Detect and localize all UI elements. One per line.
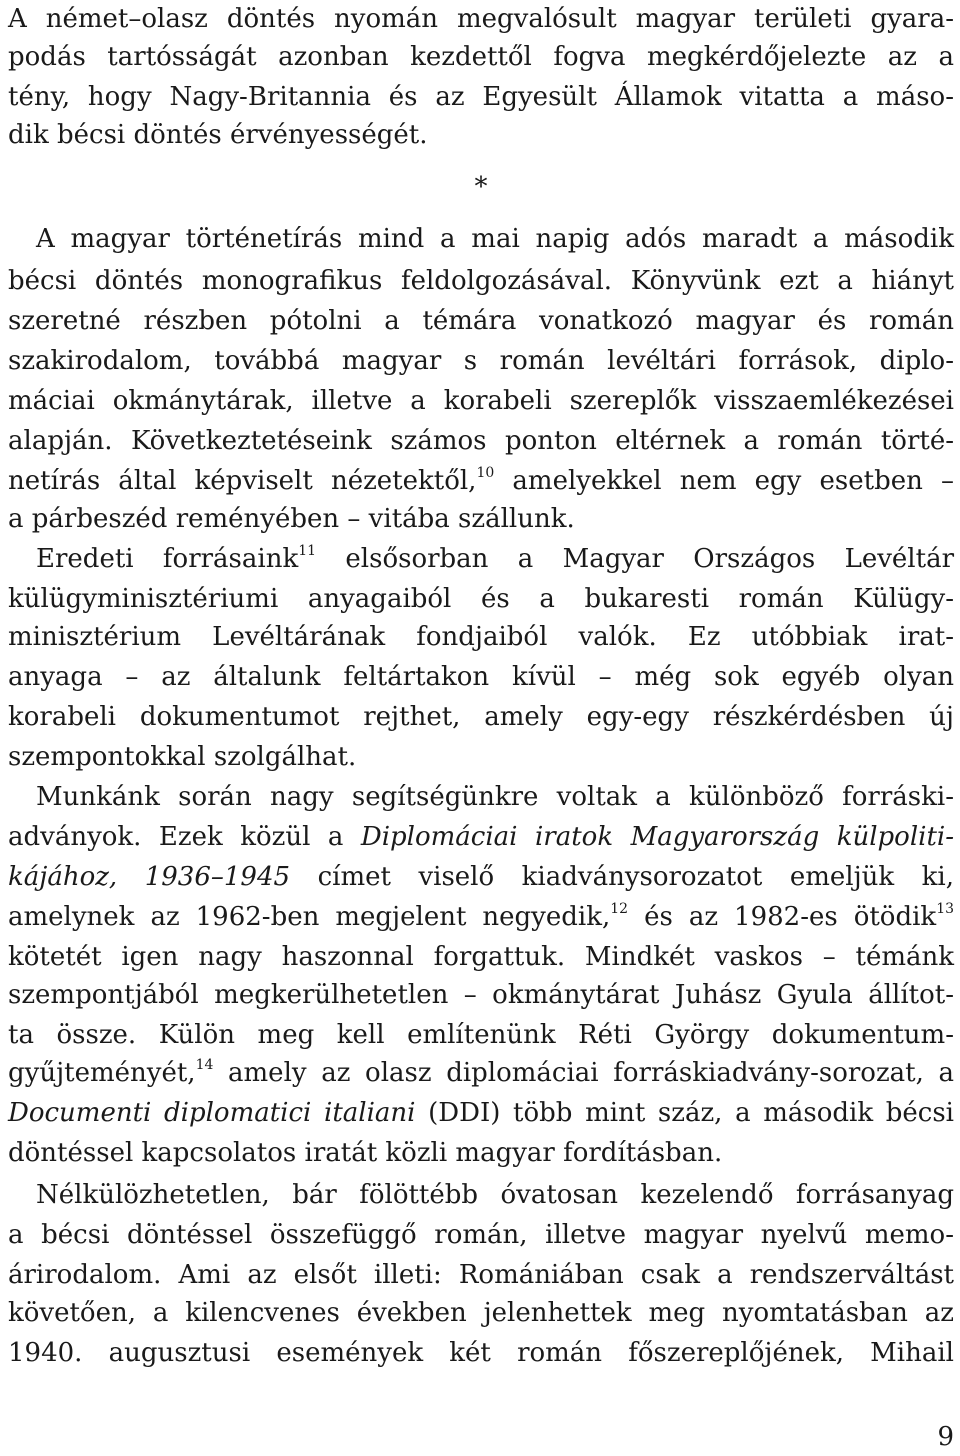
text-line: [8, 540, 954, 578]
text-line: [8, 818, 954, 856]
text-line: [8, 738, 954, 776]
text-line: [8, 618, 954, 656]
text-line: [8, 1256, 954, 1294]
text-segment: gyűjteményét,: [8, 1058, 196, 1088]
text-line: [8, 342, 954, 380]
footnote-ref: 10: [476, 465, 495, 481]
text-line: [8, 858, 954, 896]
text-line: [8, 1334, 954, 1372]
text-line: [8, 1134, 954, 1172]
text-segment: a párbeszéd reményében – vitába szállunk.: [8, 504, 575, 534]
text-line: [8, 778, 954, 816]
text-line: [8, 0, 954, 38]
section-separator: [8, 168, 954, 206]
footnote-ref: 12: [610, 901, 629, 917]
text-segment: anyaga – az általunk feltártakon kívül – még sok egyéb olyan: [8, 662, 954, 692]
text-segment: alapján. Következtetéseink számos ponton eltérnek a román törté-: [8, 426, 954, 456]
text-line: [8, 1176, 954, 1214]
italic-title: Documenti diplomatici italiani: [8, 1098, 416, 1128]
text-segment: árirodalom. Ami az elsőt illeti: Romániában csak a rendszerváltást: [8, 1260, 954, 1290]
text-segment: 1940. augusztusi események két román főszereplőjének, Mihail: [8, 1338, 954, 1368]
text-line: [8, 1294, 954, 1332]
text-line: [8, 1054, 954, 1092]
text-segment: szeretné részben pótolni a témára vonatkozó magyar és román: [8, 306, 954, 336]
text-segment: bécsi döntés monografikus feldolgozásával. Könyvünk ezt a hiányt: [8, 266, 954, 296]
text-segment: korabeli dokumentumot rejthet, amely egy-egy részkérdésben új: [8, 702, 954, 732]
text-segment: szakirodalom, továbbá magyar s román levéltári források, diplo-: [8, 346, 954, 376]
footnote-ref: 11: [298, 543, 317, 559]
text-segment: A német–olasz döntés nyomán megvalósult magyar területi gyara-: [8, 4, 954, 34]
text-line: [8, 580, 954, 618]
italic-title: Diplomáciai iratok Magyarország külpoliti-: [360, 822, 954, 852]
text-segment: minisztérium Levéltárának fondjaiból valók. Ez utóbbiak irat-: [8, 622, 954, 652]
text-segment: máciai okmánytárak, illetve a korabeli szereplők visszaemlékezései: [8, 386, 954, 416]
text-line: [8, 698, 954, 736]
text-segment: *: [474, 172, 488, 202]
text-segment: a bécsi döntéssel összefüggő román, illetve magyar nyelvű memo-: [8, 1220, 954, 1250]
footnote-ref: 13: [936, 901, 955, 917]
text-segment: szempontokkal szolgálhat.: [8, 742, 357, 772]
text-line: [8, 38, 954, 76]
text-segment: szempontjából megkerülhetetlen – okmánytárat Juhász Gyula állítot-: [8, 980, 954, 1010]
text-segment: ta össze. Külön meg kell említenünk Réti György dokumentum-: [8, 1020, 954, 1050]
text-line: [8, 976, 954, 1014]
text-line: [8, 78, 954, 116]
text-line: [8, 262, 954, 300]
text-segment: Munkánk során nagy segítségünkre voltak a különböző forráski-: [36, 782, 954, 812]
text-line: [8, 938, 954, 976]
text-line: [8, 1216, 954, 1254]
text-segment: tény, hogy Nagy-Britannia és az Egyesült Államok vitatta a máso-: [8, 82, 954, 112]
page-number: 9: [937, 1422, 954, 1452]
text-segment: követően, a kilencvenes években jelenhettek meg nyomtatásban az: [8, 1298, 954, 1328]
text-segment: címet viselő kiadványsorozatot emeljük ki,: [290, 862, 955, 892]
text-line: [8, 1016, 954, 1054]
text-line: [8, 1094, 954, 1132]
italic-title: kájához, 1936–1945: [8, 862, 291, 892]
text-line: [8, 116, 954, 154]
footnote-ref: 14: [195, 1057, 214, 1073]
text-line: [8, 898, 954, 936]
text-segment: netírás által képviselt nézetektől,: [8, 466, 477, 496]
text-segment: amelynek az 1962-ben megjelent negyedik,: [8, 902, 611, 932]
text-segment: amely az olasz diplomáciai forráskiadvány-sorozat, a: [213, 1058, 954, 1088]
text-segment: döntéssel kapcsolatos iratát közli magyar fordításban.: [8, 1138, 723, 1168]
text-line: [8, 658, 954, 696]
text-segment: podás tartósságát azonban kezdettől fogva megkérdőjelezte az a: [8, 42, 954, 72]
text-segment: A magyar történetírás mind a mai napig adós maradt a második: [36, 224, 954, 254]
text-segment: adványok. Ezek közül a: [8, 822, 361, 852]
text-segment: dik bécsi döntés érvényességét.: [8, 120, 428, 150]
text-line: [8, 302, 954, 340]
text-segment: és az 1982-es ötödik: [628, 902, 937, 932]
text-line: [8, 382, 954, 420]
text-segment: Nélkülözhetetlen, bár fölöttébb óvatosan kezelendő forrásanyag: [36, 1180, 954, 1210]
text-line: [8, 220, 954, 258]
text-line: [8, 422, 954, 460]
text-segment: amelyekkel nem egy esetben –: [494, 466, 954, 496]
text-line: [8, 462, 954, 500]
text-segment: (DDI) több mint száz, a második bécsi: [415, 1098, 954, 1128]
text-segment: kötetét igen nagy haszonnal forgattuk. Mindkét vaskos – témánk: [8, 942, 954, 972]
text-segment: külügyminisztériumi anyagaiból és a bukaresti román Külügy-: [8, 584, 954, 614]
text-segment: Eredeti forrásaink: [36, 544, 299, 574]
text-line: [8, 500, 954, 538]
text-segment: elsősorban a Magyar Országos Levéltár: [316, 544, 954, 574]
